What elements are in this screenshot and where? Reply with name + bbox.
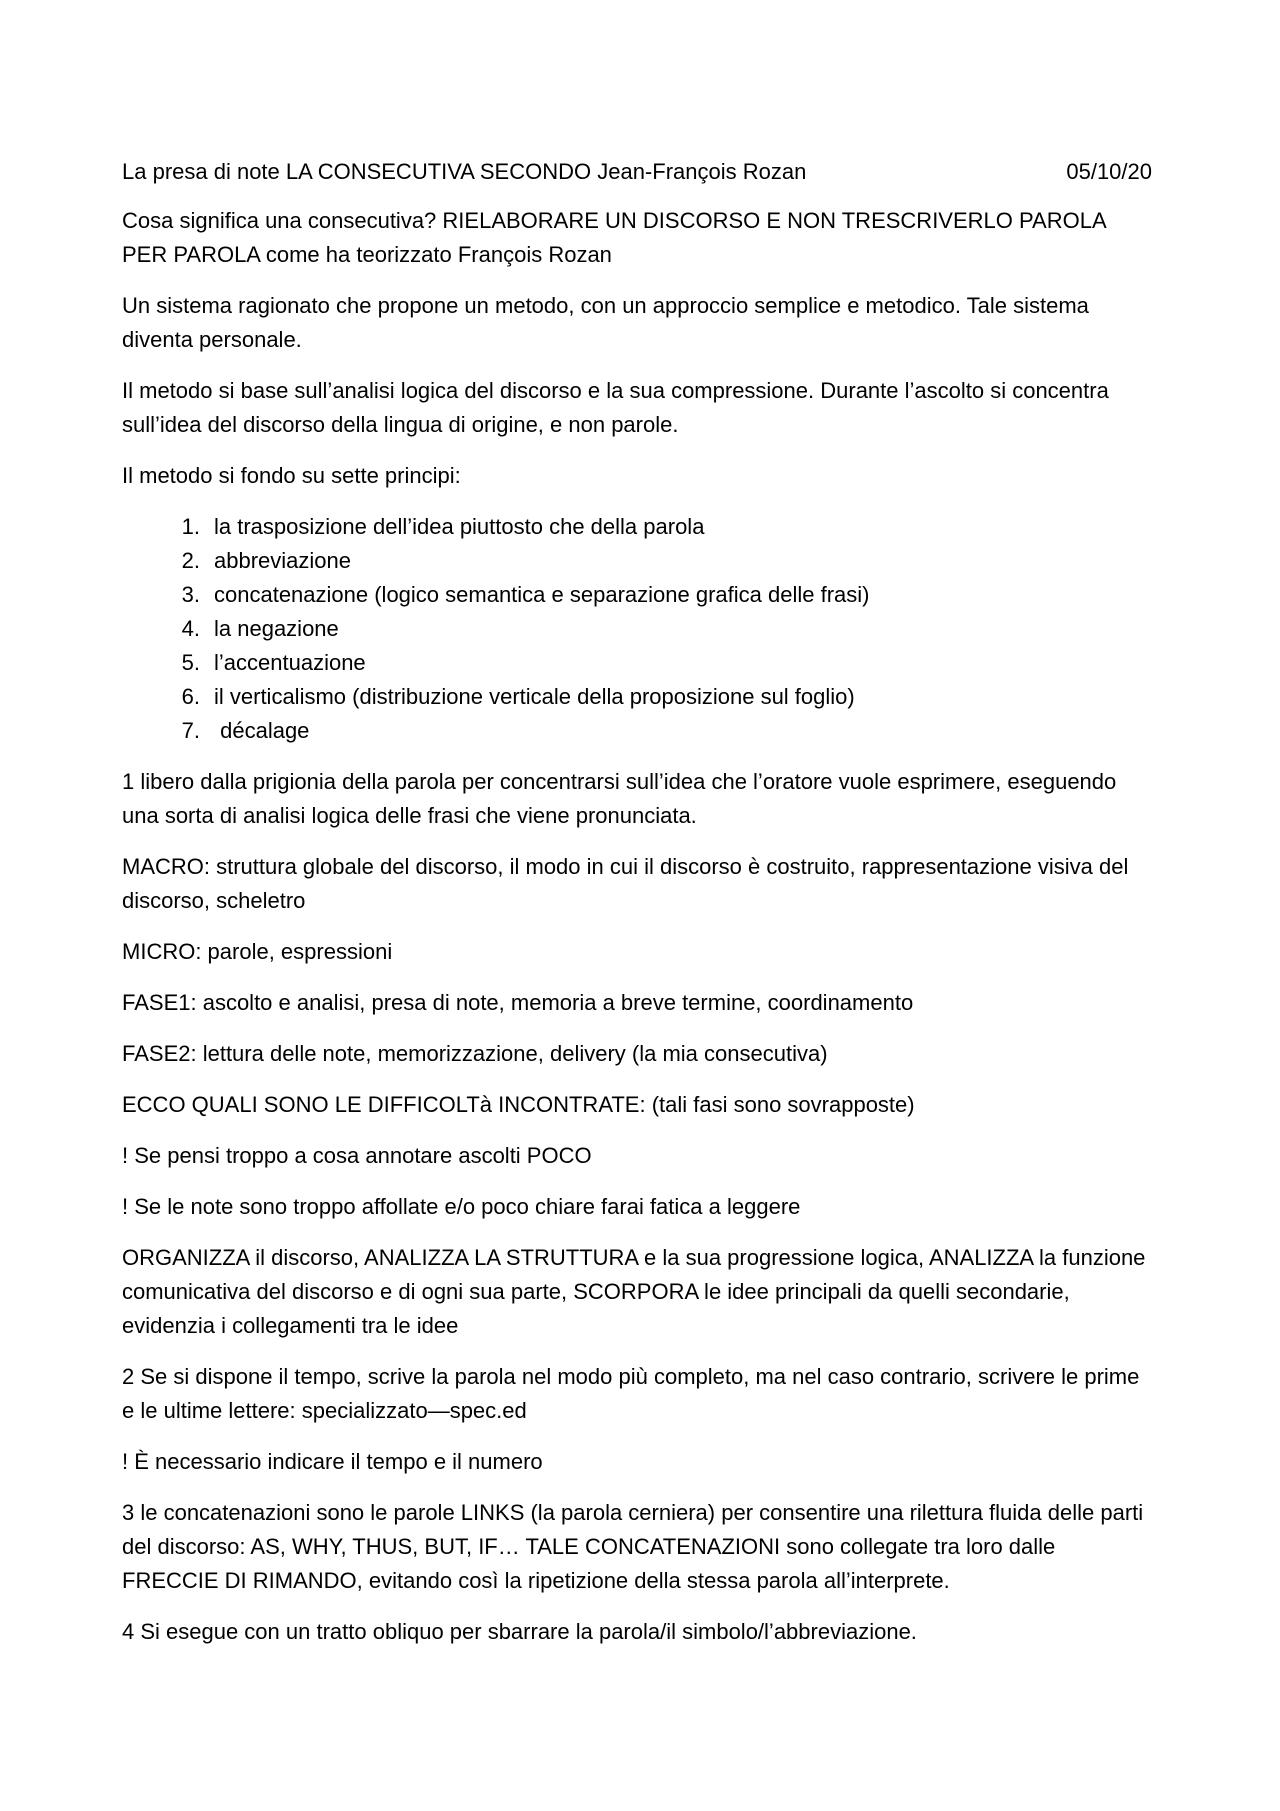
paragraph: ORGANIZZA il discorso, ANALIZZA LA STRUTTURA e la sua progressione logica, ANALIZZA la funzione comunicativa del discorso e di ogni sua parte, SCORPORA le idee principali da quelli secondarie, evidenzia i collegamenti tra le idee [122,1245,1146,1338]
paragraph: MICRO: parole, espressioni [122,939,393,964]
list-item [122,510,1152,544]
list-item-number: 3. [181,582,200,607]
paragraph: ! Se pensi troppo a cosa annotare ascolti POCO [122,1143,592,1168]
list-item-number: 2. [181,548,200,573]
principles-list [122,510,1152,748]
paragraph: FASE1: ascolto e analisi, presa di note, memoria a breve termine, coordinamento [122,990,914,1015]
list-item-text: la negazione [214,616,339,641]
list-item-number: 4. [181,616,200,641]
document-body [122,155,1152,1666]
document-date: 05/10/20 [1066,159,1152,184]
list-item [122,578,1152,612]
paragraph: ! È necessario indicare il tempo e il numero [122,1449,543,1474]
list-item [122,544,1152,578]
paragraph: ECCO QUALI SONO LE DIFFICOLTà INCONTRATE: (tali fasi sono sovrapposte) [122,1092,915,1117]
list-item-text: il verticalismo (distribuzione verticale della proposizione sul foglio) [214,684,855,709]
paragraph: MACRO: struttura globale del discorso, il modo in cui il discorso è costruito, rappresentazione visiva del discorso, scheletro [122,854,1129,913]
document-header [122,155,1152,189]
list-item-number: 5. [181,650,200,675]
list-item-number: 1. [181,514,200,539]
list-item [122,646,1152,680]
list-item-text: la trasposizione dell’idea piuttosto che della parola [214,514,705,539]
list-item-text: abbreviazione [214,548,351,573]
list-item [122,714,1152,748]
paragraph: Il metodo si base sull’analisi logica del discorso e la sua compressione. Durante l’ascolto si concentra sull’idea del discorso della lingua di origine, e non parole. [122,378,1109,437]
paragraph: 3 le concatenazioni sono le parole LINKS (la parola cerniera) per consentire una rilettura fluida delle parti del discorso: AS, WHY, THUS, BUT, IF… TALE CONCATENAZIONI sono collegate tra loro dalle FRECCIE DI RIMANDO, evitando così la ripetizione della stessa parola all’interprete. [122,1500,1144,1593]
paragraph: 1 libero dalla prigionia della parola per concentrarsi sull’idea che l’oratore vuole esprimere, eseguendo una sorta di analisi logica delle frasi che viene pronunciata. [122,769,1117,828]
paragraph: 4 Si esegue con un tratto obliquo per sbarrare la parola/il simbolo/l’abbreviazione. [122,1619,917,1644]
paragraph: Un sistema ragionato che propone un metodo, con un approccio semplice e metodico. Tale sistema diventa personale. [122,293,1089,352]
list-item-number: 7. [181,718,200,743]
paragraph: ! Se le note sono troppo affollate e/o poco chiare farai fatica a leggere [122,1194,801,1219]
paragraph: Cosa significa una consecutiva? RIELABORARE UN DISCORSO E NON TRESCRIVERLO PAROLA PER PAROLA come ha teorizzato François Rozan [122,208,1106,267]
list-item-text: décalage [214,718,310,743]
paragraph: FASE2: lettura delle note, memorizzazione, delivery (la mia consecutiva) [122,1041,828,1066]
list-item-text: concatenazione (logico semantica e separazione grafica delle frasi) [214,582,870,607]
document-title: La presa di note LA CONSECUTIVA SECONDO Jean-François Rozan [122,159,807,184]
list-item-text: l’accentuazione [214,650,366,675]
list-item [122,612,1152,646]
paragraph: 2 Se si dispone il tempo, scrive la parola nel modo più completo, ma nel caso contrario, scrivere le prime e le ultime lettere: specializzato—spec.ed [122,1364,1140,1423]
list-item [122,680,1152,714]
paragraph: Il metodo si fondo su sette principi: [122,463,461,488]
list-item-number: 6. [181,684,200,709]
